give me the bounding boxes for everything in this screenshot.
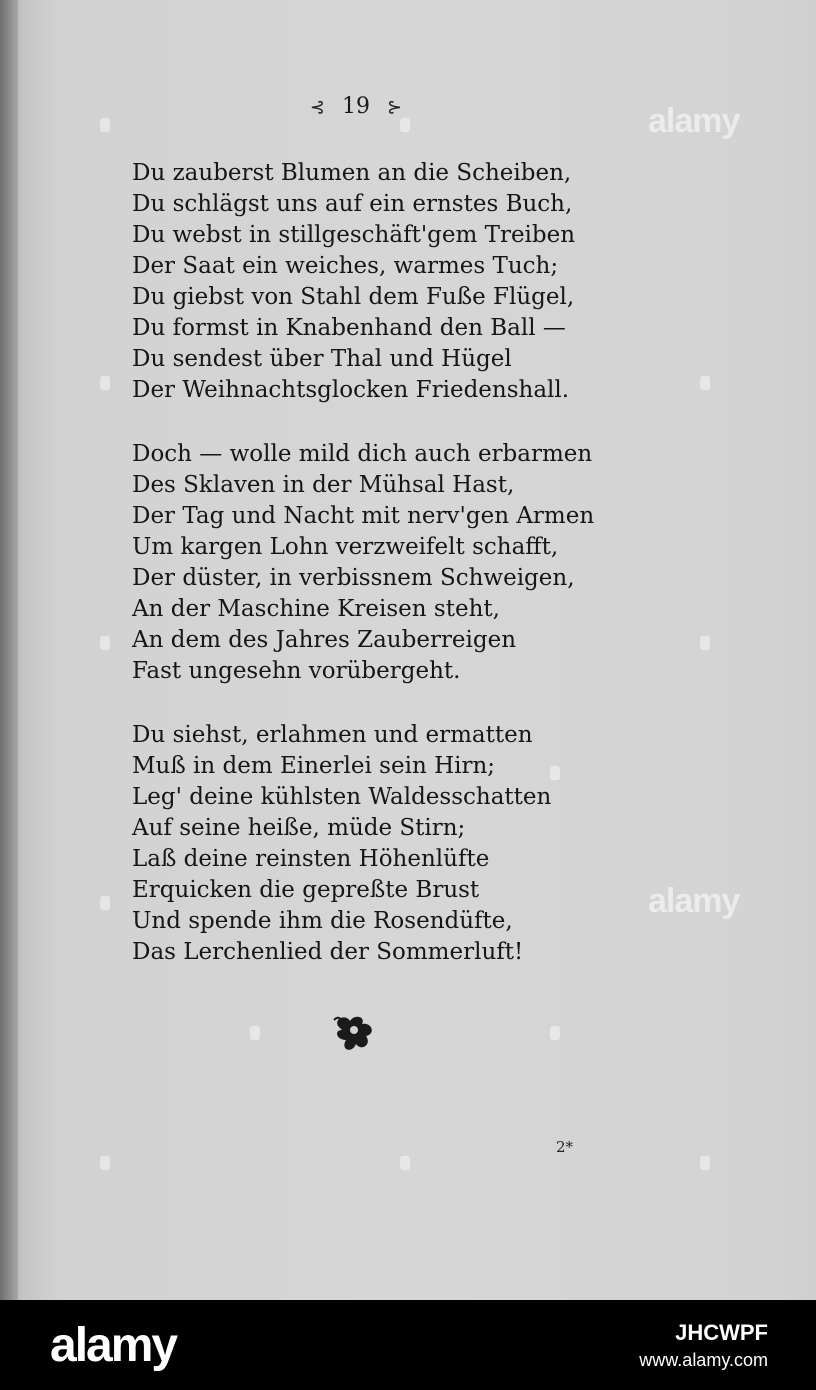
poem [132, 158, 652, 1001]
poem-line: Du webst in stillgeschäft'gem Treiben [132, 222, 576, 248]
poem-line: Fast ungesehn vorübergeht. [132, 658, 461, 684]
poem-line: Der Weihnachtsglocken Friedenshall. [132, 377, 570, 403]
poem-line: Das Lerchenlied der Sommerluft! [132, 939, 524, 965]
poem-line: Erquicken die gepreßte Brust [132, 877, 480, 903]
poem-line: Der Tag und Nacht mit nerv'gen Armen [132, 503, 595, 529]
poem-line: Auf seine heiße, müde Stirn; [132, 815, 466, 841]
alamy-logo: alamy [50, 1319, 177, 1372]
poem-line: Du zauberst Blumen an die Scheiben, [132, 160, 572, 186]
poem-line: Und spende ihm die Rosendüfte, [132, 908, 513, 934]
page-header [0, 94, 712, 119]
poem-line: Um kargen Lohn verzweifelt schafft, [132, 534, 559, 560]
poem-line: Der Saat ein weiches, warmes Tuch; [132, 253, 559, 279]
stanza-2 [132, 439, 652, 687]
watermark-dot-icon [400, 1156, 410, 1170]
poem-line: Du formst in Knabenhand den Ball — [132, 315, 566, 341]
poem-line: Des Sklaven in der Mühsal Hast, [132, 472, 515, 498]
poem-line: Du schlägst uns auf ein ernstes Buch, [132, 191, 573, 217]
ornament-right-icon: ⊱ [387, 97, 403, 118]
poem-line: Leg' deine kühlsten Waldesschatten [132, 784, 552, 810]
stanza-1 [132, 158, 652, 406]
poem-line: Du siehst, erlahmen und ermatten [132, 722, 533, 748]
poem-line: Du giebst von Stahl dem Fuße Flügel, [132, 284, 575, 310]
watermark-dot-icon [700, 1156, 710, 1170]
floral-vignette-icon [332, 1012, 380, 1056]
image-id: JHCWPF [675, 1320, 768, 1345]
poem-line: Der düster, in verbissnem Schweigen, [132, 565, 575, 591]
watermark-dot-icon [100, 896, 110, 910]
watermark-dot-icon [250, 1026, 260, 1040]
poem-line: An dem des Jahres Zauberreigen [132, 627, 517, 653]
page-number: 19 [342, 94, 370, 119]
site-url: www.alamy.com [639, 1350, 768, 1370]
stock-footer-bar [0, 1300, 816, 1390]
watermark-dot-icon [400, 118, 410, 132]
poem-line: Du sendest über Thal und Hügel [132, 346, 512, 372]
watermark-brand: alamy [648, 882, 740, 920]
watermark-dot-icon [100, 636, 110, 650]
watermark-dot-icon [550, 1026, 560, 1040]
watermark-dot-icon [100, 376, 110, 390]
ornament-left-icon: ⊰ [309, 97, 325, 118]
watermark-brand: alamy [648, 102, 740, 140]
watermark-dot-icon [100, 118, 110, 132]
watermark-dot-icon [100, 1156, 110, 1170]
poem-line: An der Maschine Kreisen steht, [132, 596, 500, 622]
poem-line: Laß deine reinsten Höhenlüfte [132, 846, 490, 872]
stanza-3 [132, 720, 652, 968]
watermark-dot-icon [700, 376, 710, 390]
watermark-dot-icon [550, 766, 560, 780]
poem-line: Doch — wolle mild dich auch erbarmen [132, 441, 593, 467]
printer-signature-mark: 2* [556, 1138, 574, 1156]
book-spine-shadow [0, 0, 18, 1300]
poem-line: Muß in dem Einerlei sein Hirn; [132, 753, 496, 779]
watermark-dot-icon [700, 636, 710, 650]
